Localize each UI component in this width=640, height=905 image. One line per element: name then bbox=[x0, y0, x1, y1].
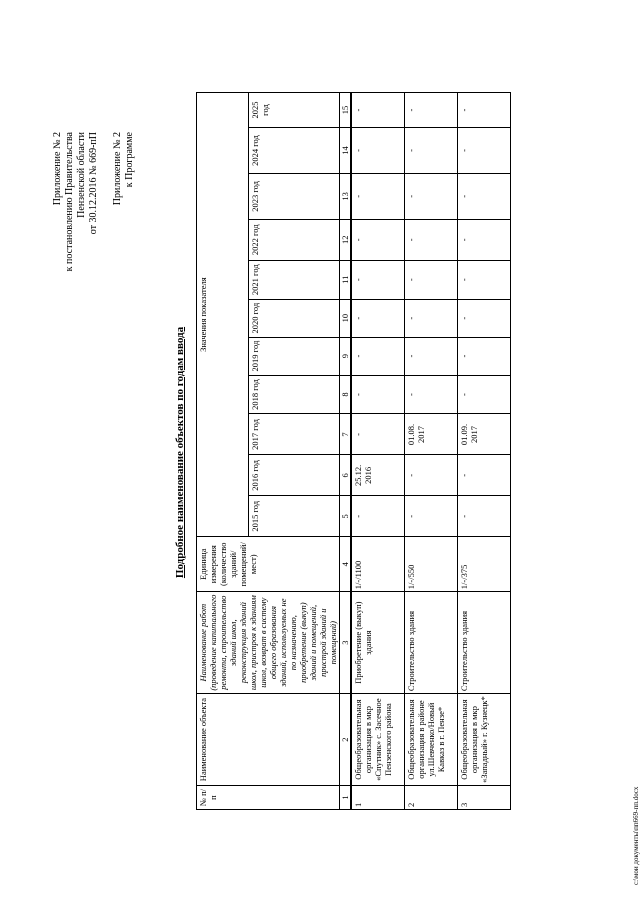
row-value: - bbox=[458, 260, 511, 299]
row-object: Общеобразовательная организация в районе ул.Шевченко/Новый Кавказ в г. Пензе* bbox=[405, 694, 458, 786]
row-unit: 1/-/1100 bbox=[351, 537, 405, 592]
row-value: - bbox=[405, 375, 458, 414]
header-year: 2024 год bbox=[248, 128, 339, 174]
row-value: - bbox=[351, 299, 405, 337]
header-works: Наименование работ (проведение капитального ремонта, строительство зданий школ, реконструкция зданий школ, пристроя к зданиям школ, возврат в систему общего образования зданий, используемых не по назначению, приобретение (выкуп) зданий и помещений, пристрой зданий и помещений) bbox=[197, 592, 340, 694]
row-value: - bbox=[351, 496, 405, 537]
row-value: - bbox=[405, 337, 458, 375]
row-unit: 1/-/550 bbox=[405, 537, 458, 592]
column-number-row bbox=[340, 93, 352, 810]
row-value: - bbox=[458, 337, 511, 375]
objects-table bbox=[196, 92, 511, 810]
row-value: - bbox=[458, 455, 511, 496]
column-number: 11 bbox=[340, 260, 352, 299]
table-row bbox=[351, 93, 405, 810]
row-value: - bbox=[351, 375, 405, 414]
row-value: - bbox=[405, 219, 458, 260]
appendix-line: Пензенской области bbox=[76, 132, 87, 218]
program-appendix-line: Приложение № 2 bbox=[112, 132, 123, 206]
header-year: 2016 год bbox=[248, 455, 339, 496]
column-number: 10 bbox=[340, 299, 352, 337]
header-year: 2015 год bbox=[248, 496, 339, 537]
row-num: 1 bbox=[351, 786, 405, 810]
row-value: - bbox=[458, 299, 511, 337]
row-value: - bbox=[405, 455, 458, 496]
column-number: 14 bbox=[340, 128, 352, 174]
row-unit: 1/-/375 bbox=[458, 537, 511, 592]
column-number: 15 bbox=[340, 93, 352, 128]
row-object: Общеобразовательная организация в мкр «Западный» г. Кузнецк* bbox=[458, 694, 511, 786]
row-value: - bbox=[351, 219, 405, 260]
header-year: 2017 год bbox=[248, 414, 339, 455]
column-number: 6 bbox=[340, 455, 352, 496]
column-number: 1 bbox=[340, 786, 352, 810]
row-value: - bbox=[405, 173, 458, 219]
row-object: Общеобразовательная организация в мкр «Спутник» с. Засечное Пензенского района bbox=[351, 694, 405, 786]
row-value: 25.12. 2016 bbox=[351, 455, 405, 496]
row-works: Строительство здания bbox=[458, 592, 511, 694]
row-value: - bbox=[458, 93, 511, 128]
row-value: - bbox=[351, 260, 405, 299]
header-year: 2018 год bbox=[248, 375, 339, 414]
column-number: 3 bbox=[340, 592, 352, 694]
header-year: 2020 год bbox=[248, 299, 339, 337]
header-year: 2021 год bbox=[248, 260, 339, 299]
row-value: - bbox=[351, 337, 405, 375]
table-row bbox=[405, 93, 458, 810]
row-value: - bbox=[405, 128, 458, 174]
column-number: 7 bbox=[340, 414, 352, 455]
row-value: - bbox=[458, 173, 511, 219]
column-number: 9 bbox=[340, 337, 352, 375]
table-row bbox=[458, 93, 511, 810]
appendix-line: от 30.12.2016 № 669-пП bbox=[88, 132, 99, 235]
row-num: 3 bbox=[458, 786, 511, 810]
header-year: 2019 год bbox=[248, 337, 339, 375]
header-object: Наименование объекта bbox=[197, 694, 340, 786]
row-value: - bbox=[351, 128, 405, 174]
row-works: Строительство здания bbox=[405, 592, 458, 694]
header-year: 2023 год bbox=[248, 173, 339, 219]
row-value: - bbox=[405, 93, 458, 128]
column-number: 2 bbox=[340, 694, 352, 786]
row-num: 2 bbox=[405, 786, 458, 810]
header-values-group: Значения показателя bbox=[197, 93, 249, 537]
row-value: - bbox=[351, 173, 405, 219]
column-number: 5 bbox=[340, 496, 352, 537]
document-title: Подробное наименование объектов по годам ввода bbox=[174, 326, 186, 579]
row-value: - bbox=[458, 496, 511, 537]
row-value: - bbox=[405, 299, 458, 337]
program-appendix-line: к Программе bbox=[124, 132, 135, 188]
column-number: 12 bbox=[340, 219, 352, 260]
header-year: 2025 год bbox=[248, 93, 339, 128]
appendix-line: к постановлению Правительства bbox=[64, 132, 75, 272]
row-value: - bbox=[458, 375, 511, 414]
row-value: - bbox=[351, 93, 405, 128]
row-value: 01.08. 2017 bbox=[405, 414, 458, 455]
header-unit: Единица измерения (количество зданий/ помещений/ мест) bbox=[197, 537, 340, 592]
appendix-block bbox=[52, 132, 136, 271]
header-num: № п/п bbox=[197, 786, 340, 810]
column-number: 4 bbox=[340, 537, 352, 592]
row-value: - bbox=[351, 414, 405, 455]
row-works: Приобретение (выкуп) здания bbox=[351, 592, 405, 694]
row-value: - bbox=[458, 219, 511, 260]
column-number: 8 bbox=[340, 375, 352, 414]
header-year: 2022 год bbox=[248, 219, 339, 260]
row-value: - bbox=[458, 128, 511, 174]
column-number: 13 bbox=[340, 173, 352, 219]
row-value: - bbox=[405, 260, 458, 299]
file-path-footer: c:\мои документы\пп669-пп.docx bbox=[632, 786, 640, 885]
row-value: 01.09. 2017 bbox=[458, 414, 511, 455]
appendix-line: Приложение № 2 bbox=[52, 132, 63, 206]
row-value: - bbox=[405, 496, 458, 537]
